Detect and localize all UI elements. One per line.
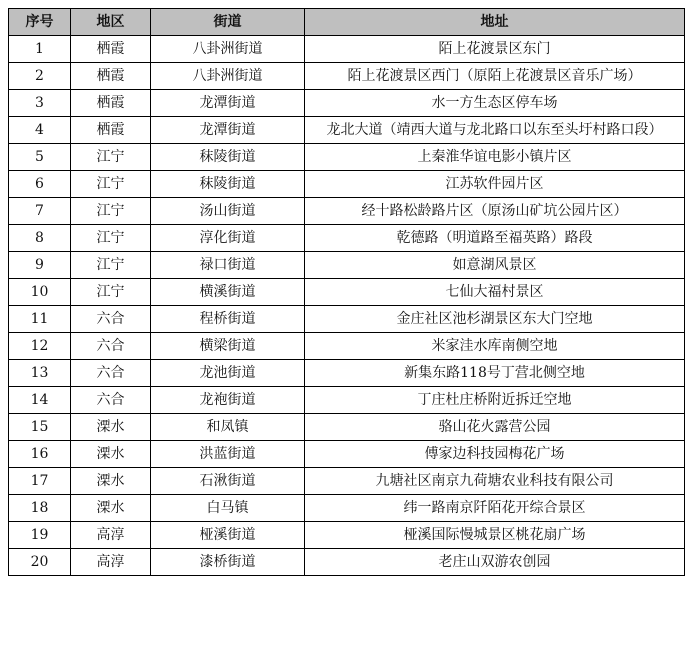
cell-address: 如意湖风景区: [305, 252, 685, 279]
cell-district: 溧水: [71, 468, 151, 495]
cell-district: 栖霞: [71, 63, 151, 90]
cell-index: 1: [9, 36, 71, 63]
cell-address: 纬一路南京阡陌花开综合景区: [305, 495, 685, 522]
cell-district: 栖霞: [71, 36, 151, 63]
cell-index: 13: [9, 360, 71, 387]
cell-index: 20: [9, 549, 71, 576]
table-row: [9, 549, 685, 576]
header-street: 街道: [151, 9, 305, 36]
header-address: 地址: [305, 9, 685, 36]
cell-index: 14: [9, 387, 71, 414]
cell-street: 白马镇: [151, 495, 305, 522]
table-row: [9, 468, 685, 495]
cell-district: 溧水: [71, 495, 151, 522]
cell-index: 12: [9, 333, 71, 360]
header-row: [9, 9, 685, 36]
header-district: 地区: [71, 9, 151, 36]
cell-index: 4: [9, 117, 71, 144]
table-row: [9, 171, 685, 198]
cell-district: 六合: [71, 333, 151, 360]
cell-index: 18: [9, 495, 71, 522]
cell-district: 溧水: [71, 441, 151, 468]
cell-district: 江宁: [71, 171, 151, 198]
cell-district: 江宁: [71, 279, 151, 306]
table-row: [9, 441, 685, 468]
table-row: [9, 279, 685, 306]
cell-address: 龙北大道（靖西大道与龙北路口以东至头圩村路口段）: [305, 117, 685, 144]
cell-street: 八卦洲街道: [151, 63, 305, 90]
cell-address: 经十路松龄路片区（原汤山矿坑公园片区）: [305, 198, 685, 225]
cell-index: 9: [9, 252, 71, 279]
cell-street: 秣陵街道: [151, 171, 305, 198]
cell-district: 江宁: [71, 144, 151, 171]
cell-address: 老庄山双游农创园: [305, 549, 685, 576]
cell-street: 洪蓝街道: [151, 441, 305, 468]
cell-street: 横梁街道: [151, 333, 305, 360]
table-row: [9, 63, 685, 90]
table-row: [9, 522, 685, 549]
cell-street: 龙池街道: [151, 360, 305, 387]
table-row: [9, 306, 685, 333]
cell-index: 3: [9, 90, 71, 117]
cell-street: 漆桥街道: [151, 549, 305, 576]
cell-street: 龙潭街道: [151, 90, 305, 117]
table-row: [9, 414, 685, 441]
cell-district: 六合: [71, 306, 151, 333]
cell-index: 7: [9, 198, 71, 225]
cell-district: 江宁: [71, 198, 151, 225]
cell-district: 栖霞: [71, 90, 151, 117]
cell-index: 6: [9, 171, 71, 198]
cell-address: 陌上花渡景区西门（原陌上花渡景区音乐广场）: [305, 63, 685, 90]
cell-street: 龙潭街道: [151, 117, 305, 144]
table-row: [9, 117, 685, 144]
cell-street: 禄口街道: [151, 252, 305, 279]
table-row: [9, 495, 685, 522]
cell-address: 丁庄杜庄桥附近拆迁空地: [305, 387, 685, 414]
cell-address: 江苏软件园片区: [305, 171, 685, 198]
cell-index: 17: [9, 468, 71, 495]
cell-street: 淳化街道: [151, 225, 305, 252]
cell-street: 石湫街道: [151, 468, 305, 495]
cell-street: 桠溪街道: [151, 522, 305, 549]
cell-street: 程桥街道: [151, 306, 305, 333]
table-row: [9, 387, 685, 414]
cell-address: 米家洼水库南侧空地: [305, 333, 685, 360]
cell-street: 秣陵街道: [151, 144, 305, 171]
cell-index: 11: [9, 306, 71, 333]
cell-address: 新集东路118号丁营北侧空地: [305, 360, 685, 387]
table-row: [9, 90, 685, 117]
cell-district: 栖霞: [71, 117, 151, 144]
table-row: [9, 198, 685, 225]
cell-district: 高淳: [71, 549, 151, 576]
cell-index: 15: [9, 414, 71, 441]
cell-street: 横溪街道: [151, 279, 305, 306]
cell-index: 16: [9, 441, 71, 468]
table-row: [9, 36, 685, 63]
cell-address: 七仙大福村景区: [305, 279, 685, 306]
cell-index: 5: [9, 144, 71, 171]
cell-address: 上秦淮华谊电影小镇片区: [305, 144, 685, 171]
cell-district: 六合: [71, 360, 151, 387]
cell-address: 桠溪国际慢城景区桃花扇广场: [305, 522, 685, 549]
cell-index: 8: [9, 225, 71, 252]
cell-address: 乾德路（明道路至福英路）路段: [305, 225, 685, 252]
cell-street: 八卦洲街道: [151, 36, 305, 63]
cell-index: 19: [9, 522, 71, 549]
cell-address: 傅家边科技园梅花广场: [305, 441, 685, 468]
table-row: [9, 252, 685, 279]
cell-street: 龙袍街道: [151, 387, 305, 414]
cell-district: 溧水: [71, 414, 151, 441]
table-row: [9, 360, 685, 387]
cell-address: 金庄社区池杉湖景区东大门空地: [305, 306, 685, 333]
cell-address: 水一方生态区停车场: [305, 90, 685, 117]
cell-index: 2: [9, 63, 71, 90]
header-index: 序号: [9, 9, 71, 36]
cell-district: 高淳: [71, 522, 151, 549]
cell-street: 汤山街道: [151, 198, 305, 225]
cell-district: 江宁: [71, 225, 151, 252]
cell-index: 10: [9, 279, 71, 306]
cell-address: 陌上花渡景区东门: [305, 36, 685, 63]
cell-district: 江宁: [71, 252, 151, 279]
location-table-wrapper: [8, 8, 685, 576]
table-row: [9, 225, 685, 252]
cell-district: 六合: [71, 387, 151, 414]
location-table: [8, 8, 685, 576]
cell-street: 和凤镇: [151, 414, 305, 441]
cell-address: 九塘社区南京九荷塘农业科技有限公司: [305, 468, 685, 495]
cell-address: 骆山花火露营公园: [305, 414, 685, 441]
table-row: [9, 333, 685, 360]
table-row: [9, 144, 685, 171]
